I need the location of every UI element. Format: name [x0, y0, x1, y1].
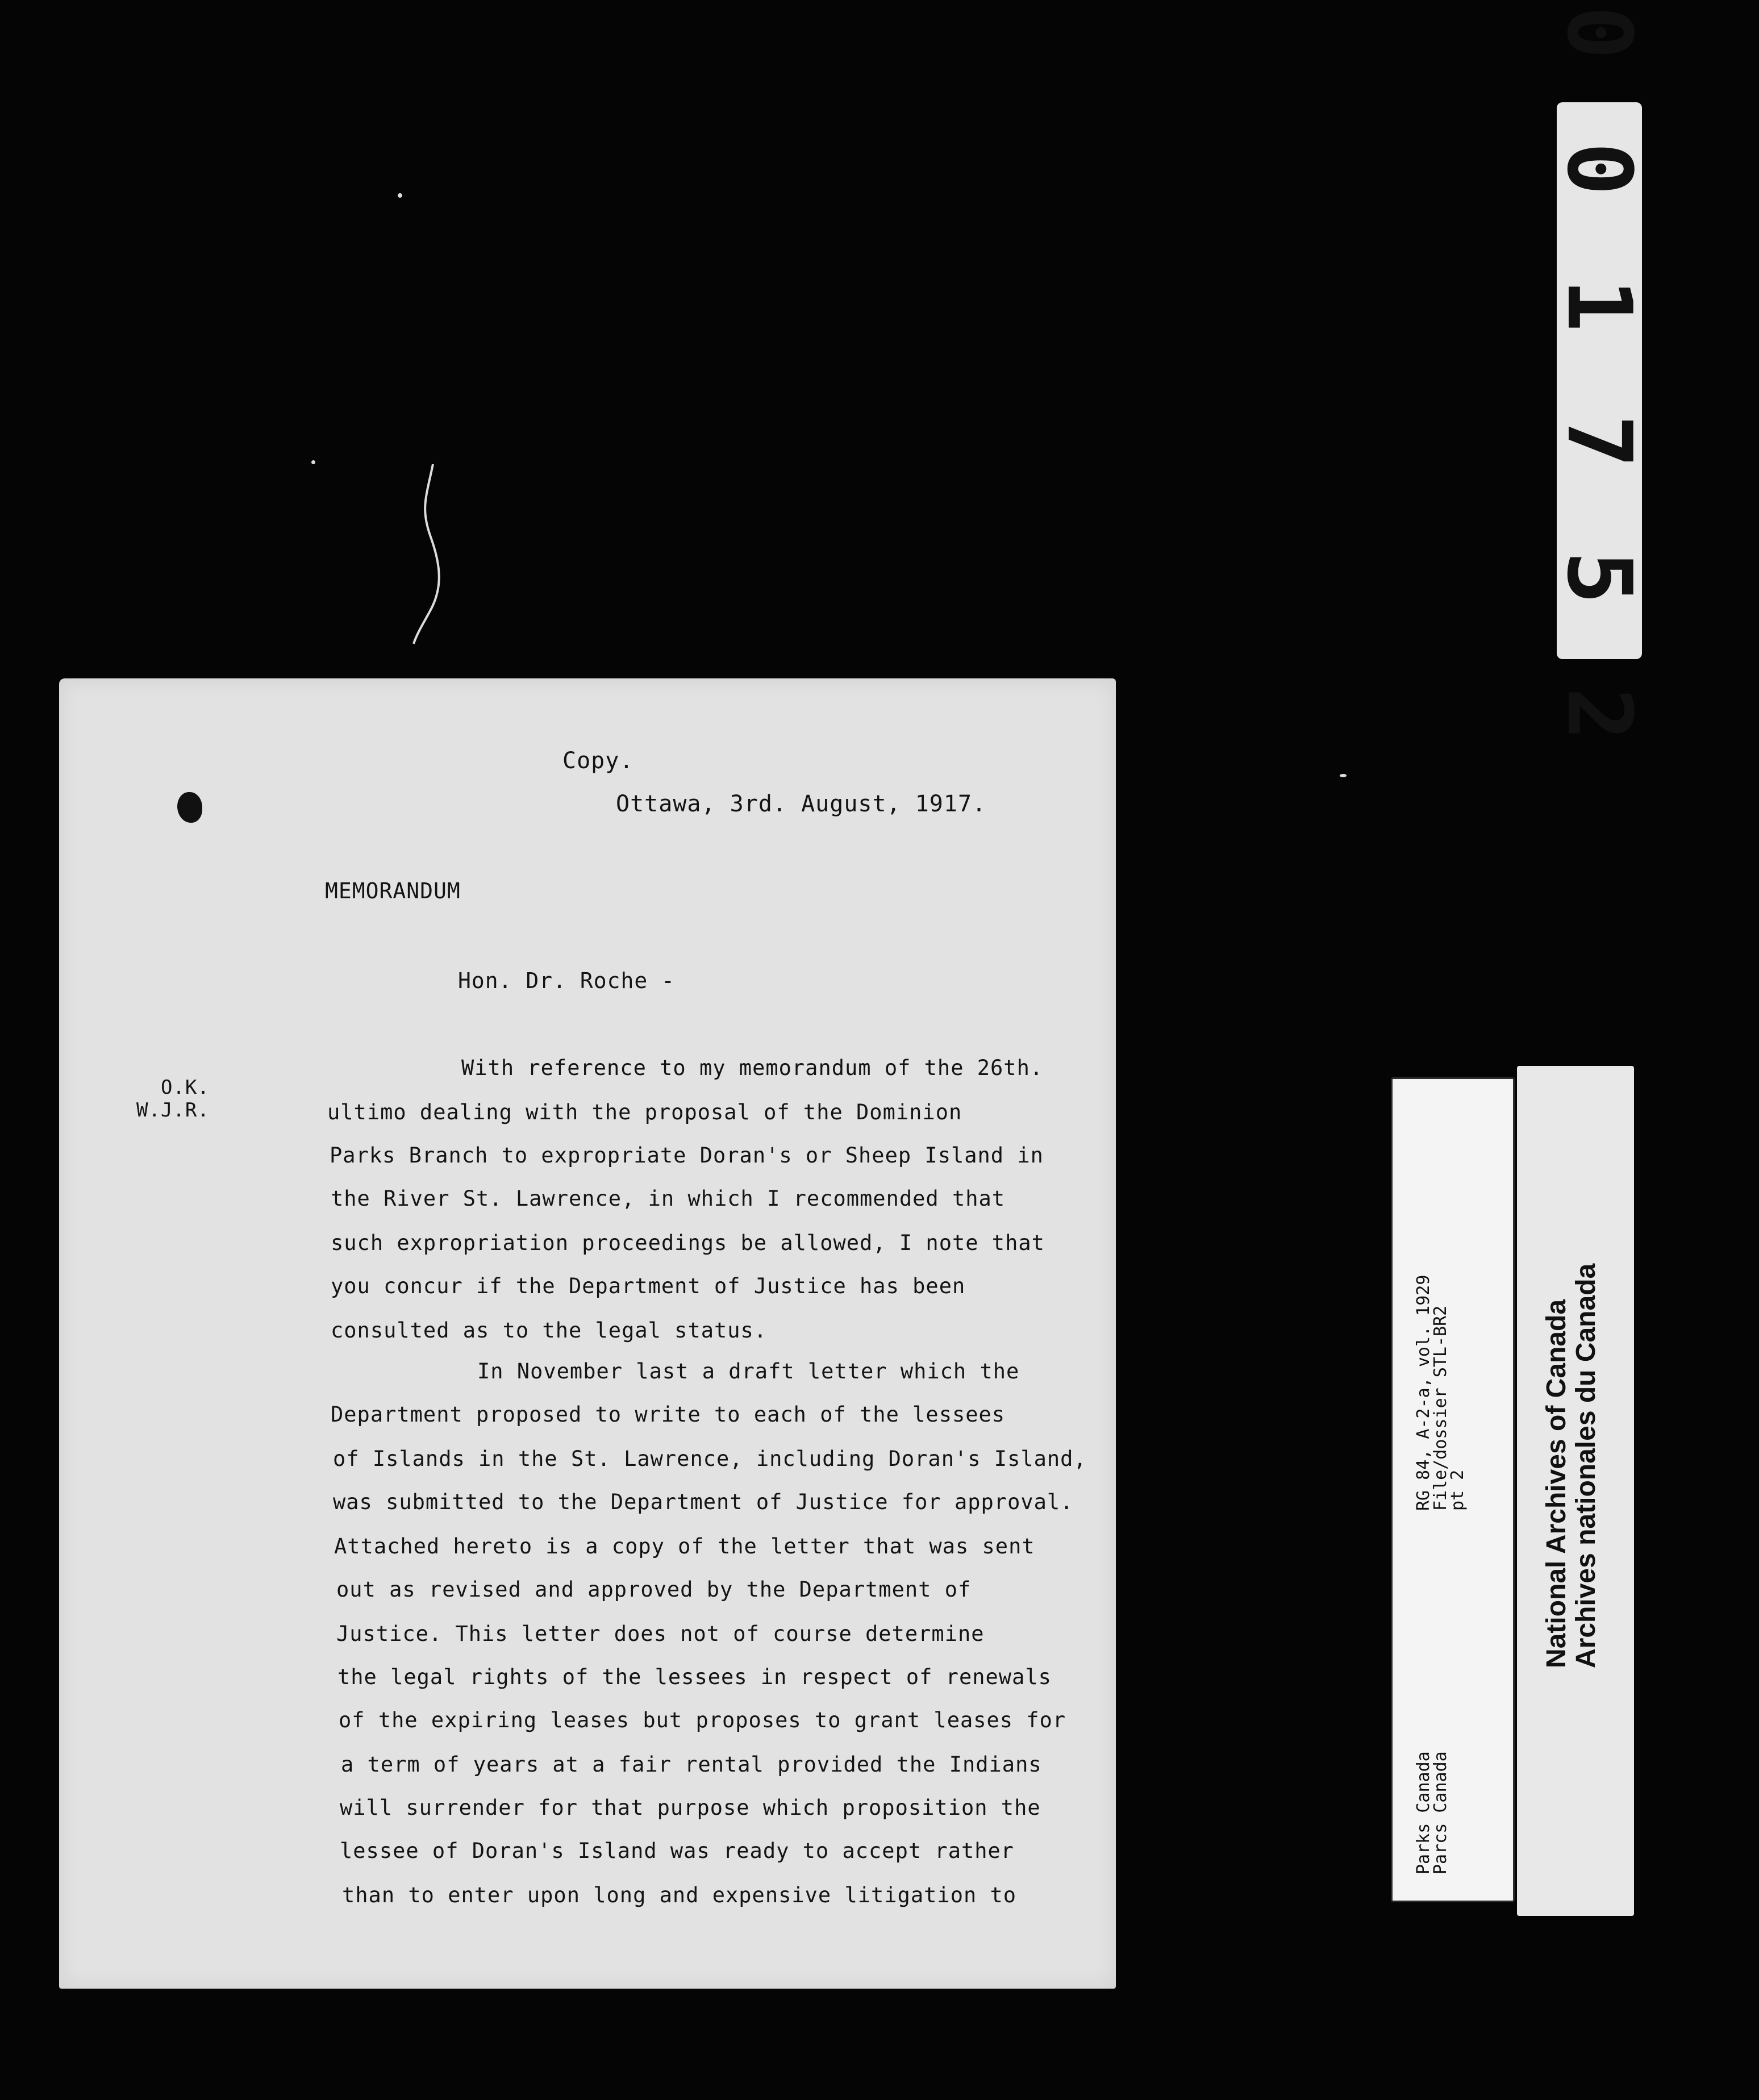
frame-number: 0 0 1 7 5 2	[1548, 6, 1651, 756]
copy-label: Copy.	[562, 748, 634, 774]
body-line: was submitted to the Department of Justice for approval.	[333, 1490, 1074, 1514]
frame-number-strip	[1548, 6, 1651, 756]
margin-note-line: W.J.R.	[136, 1099, 210, 1122]
archive-label	[1517, 1066, 1634, 1916]
archive-label-line: National Archives of Canada	[1541, 1299, 1572, 1668]
body-line: than to enter upon long and expensive litigation to	[342, 1883, 1017, 1907]
body-line: Parks Branch to expropriate Doran's or Sheep Island in	[330, 1143, 1044, 1168]
memo-title: MEMORANDUM	[325, 878, 461, 903]
body-line: a term of years at a fair rental provided the Indians	[341, 1752, 1042, 1777]
agency-text	[1415, 1751, 1449, 1874]
body-line: Department proposed to write to each of the lessees	[331, 1402, 1006, 1427]
body-line: consulted as to the legal status.	[331, 1318, 768, 1343]
body-line: such expropriation proceedings be allowed, I note that	[331, 1231, 1045, 1255]
agency-line: Parcs Canada	[1431, 1751, 1450, 1874]
salutation: Hon. Dr. Roche -	[458, 968, 676, 993]
margin-note-line: O.K.	[160, 1076, 210, 1099]
body-line: lessee of Doran's Island was ready to accept rather	[340, 1839, 1015, 1863]
body-line: the legal rights of the lessees in respect of renewals	[337, 1665, 1052, 1689]
memorandum-page	[59, 678, 1116, 1989]
file-reference-line: pt 2	[1448, 1469, 1468, 1511]
body-line: the River St. Lawrence, in which I recommended that	[331, 1186, 1006, 1211]
margin-note	[136, 1076, 210, 1122]
body-line: will surrender for that purpose which proposition the	[340, 1795, 1041, 1820]
agency-line: Parks Canada	[1414, 1751, 1433, 1874]
body-line: With reference to my memorandum of the 26th.	[461, 1056, 1044, 1080]
archive-label-text	[1542, 1264, 1601, 1668]
ink-blot	[177, 792, 202, 823]
film-scratch	[403, 463, 455, 645]
file-reference-line: File/dossier STL-BR2	[1431, 1305, 1450, 1511]
file-reference-text	[1415, 1275, 1466, 1511]
body-line: you concur if the Department of Justice has been	[331, 1274, 966, 1298]
body-line: Attached hereto is a copy of the letter that was sent	[334, 1534, 1035, 1559]
body-line: In November last a draft letter which the	[477, 1359, 1020, 1384]
file-reference-line: RG 84, A-2-a, vol. 1929	[1414, 1274, 1433, 1511]
file-reference-label	[1391, 1077, 1515, 1902]
date-line: Ottawa, 3rd. August, 1917.	[616, 791, 987, 817]
body-line: of the expiring leases but proposes to grant leases for	[339, 1708, 1066, 1732]
body-line: ultimo dealing with the proposal of the Dominion	[327, 1100, 962, 1124]
archive-label-line: Archives nationales du Canada	[1571, 1263, 1601, 1668]
body-line: Justice. This letter does not of course determine	[336, 1622, 985, 1646]
body-line: out as revised and approved by the Department of	[336, 1577, 972, 1602]
body-line: of Islands in the St. Lawrence, including Doran's Island,	[333, 1447, 1087, 1471]
